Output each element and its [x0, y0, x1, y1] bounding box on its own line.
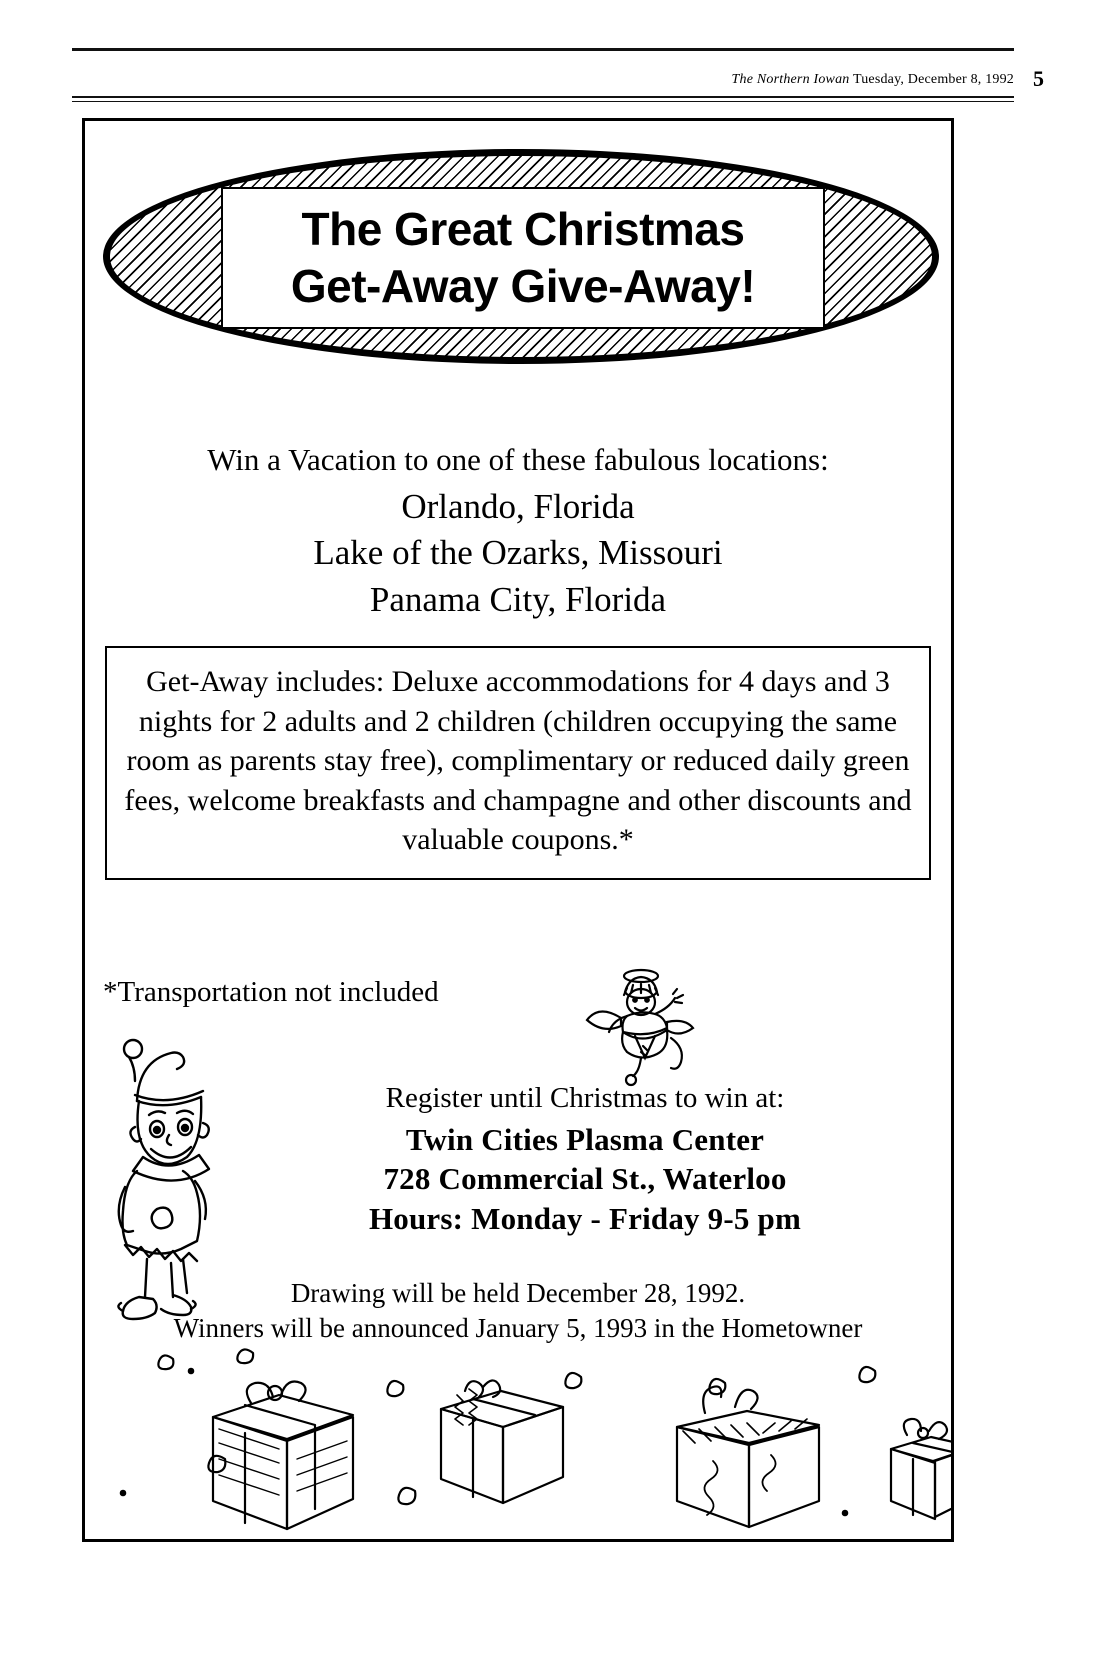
page-header-rule-thin	[72, 101, 1014, 102]
headline-line-2: Get-Away Give-Away!	[290, 260, 756, 312]
issue-date: Tuesday, December 8, 1992	[852, 72, 1014, 87]
paper-name: The Northern Iowan	[731, 72, 850, 87]
masthead	[732, 72, 1014, 88]
page-number: 5	[1033, 66, 1044, 91]
business-hours: Hours: Monday - Friday 9-5 pm	[368, 1201, 802, 1237]
intro-block	[85, 441, 951, 623]
page-header-rule	[72, 96, 1014, 98]
drawing-info	[85, 1276, 951, 1346]
angel-icon	[575, 966, 720, 1091]
headline-plate	[221, 187, 825, 329]
location-2: Lake of the Ozarks, Missouri	[313, 533, 723, 573]
footnote-transportation: *Transportation not included	[103, 976, 439, 1008]
headline-line-1: The Great Christmas	[301, 202, 745, 255]
advertisement	[82, 118, 954, 1542]
register-block	[235, 1081, 935, 1239]
lead-text: Win a Vacation to one of these fabulous locations:	[207, 442, 829, 477]
register-intro: Register until Christmas to win at:	[385, 1082, 785, 1114]
details-box: Get-Away includes: Deluxe accommodations for 4 days and 3 nights for 2 adults and 2 children (children occupying the same room as parents stay free), complimentary or reduced daily green fees, welcome breakfasts and champagne and other discounts and valuable coupons.*	[105, 646, 931, 880]
drawing-date: Drawing will be held December 28, 1992.	[290, 1278, 746, 1308]
location-3: Panama City, Florida	[369, 579, 667, 619]
business-address: 728 Commercial St., Waterloo	[383, 1161, 787, 1197]
headline-banner	[103, 149, 939, 364]
winners-announcement: Winners will be announced January 5, 1993 in the Hometowner	[173, 1313, 863, 1344]
page-top-rule	[72, 48, 1014, 51]
business-name: Twin Cities Plasma Center	[405, 1121, 765, 1157]
location-1: Orlando, Florida	[401, 486, 635, 526]
gifts-icon	[85, 1343, 951, 1533]
